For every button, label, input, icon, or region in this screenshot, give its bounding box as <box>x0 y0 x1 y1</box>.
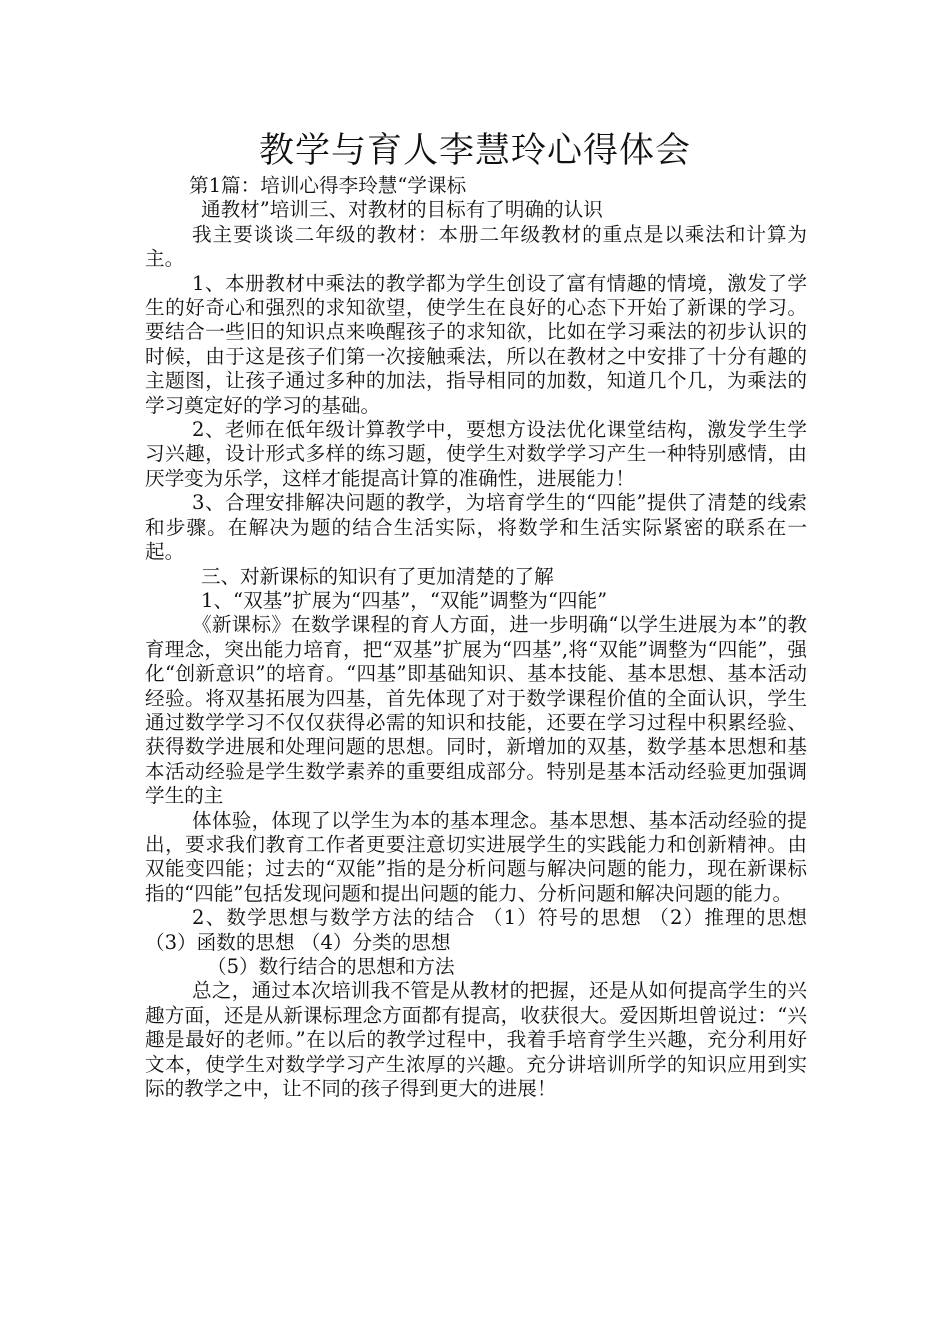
paragraph-thinking-method-5: （5）数行结合的思想和方法 <box>207 955 455 978</box>
subsection-heading-1: 1、“双基”扩展为“四基”，“双能”调整为“四能” <box>201 588 608 612</box>
paragraph-point-3: 3、合理安排解决问题的教学，为培育学生的“四能”提供了清楚的线索和步骤。在解决为题的结合生活实际，将数学和生活实际紧密的联系在一起。 <box>145 491 807 564</box>
paragraph-point-2: 2、老师在低年级计算教学中，要想方设法优化课堂结构，激发学生学习兴趣，设计形式多样的练习题，使学生对数学学习产生一种特别感情，由厌学变为乐学，这样才能提高计算的准确性，进展能力！ <box>145 418 807 490</box>
document-title: 教学与育人李慧玲心得体会 <box>258 131 691 171</box>
paragraph-new-standard: 《新课标》在数学课程的育人方面，进一步明确“以学生进展为本”的教育理念，突出能力培育，把“双基”扩展为“四基”,将“双能”调整为“四能”，强化“创新意识”的培育。“四基”即基础知识、基本技能、基本思想、基本活动经验。将双基拓展为四基，首先体现了对于数学课程价值的全面认识，学生通过数学学习不仅仅获得必需的知识和技能，还要在学习过程中积累经验、获得数学进展和处理问题的思想。同时，新增加的双基，数学基本思想和基本活动经验是学生数学素养的重要组成部分。特别是基本活动经验更加强调学生的主 <box>145 613 807 808</box>
paragraph-conclusion: 总之，通过本次培训我不管是从教材的把握，还是从如何提高学生的兴趣方面，还是从新课标理念方面都有提高，收获很大。爱因斯坦曾说过：“兴趣是最好的老师。”在以后的教学过程中，我着手培育学生兴趣，充分利用好文本，使学生对数学学习产生浓厚的兴趣。充分讲培训所学的知识应用到实际的教学之中，让不同的孩子得到更大的进展！ <box>145 979 807 1101</box>
paragraph-body-experience: 体体验，体现了以学生为本的基本理念。基本思想、基本活动经验的提出，要求我们教育工作者更要注意切实进展学生的实践能力和创新精神。由双能变四能；过去的“双能”指的是分析问题与解决问题的能力，现在新课标指的“四能”包括发现问题和提出问题的能力、分析问题和解决问题的能力。 <box>145 808 807 905</box>
document-body <box>145 174 807 1101</box>
section-heading-3: 三、对新课标的知识有了更加清楚的了解 <box>201 564 554 588</box>
article-heading-line-2: 通教材”培训三、对教材的目标有了明确的认识 <box>201 198 603 222</box>
article-heading-line-1: 第1篇：培训心得李玲慧“学课标 <box>189 174 467 197</box>
paragraph-intro: 我主要谈谈二年级的教材：本册二年级教材的重点是以乘法和计算为主。 <box>145 222 807 271</box>
paragraph-thinking-methods: 2、数学思想与数学方法的结合 （1）符号的思想 （2）推理的思想 （3）函数的思想 （4）分类的思想 <box>145 906 807 954</box>
paragraph-point-1: 1、本册教材中乘法的教学都为学生创设了富有情趣的情境，激发了学生的好奇心和强烈的求知欲望，使学生在良好的心态下开始了新课的学习。要结合一些旧的知识点来唤醒孩子的求知欲，比如在学习乘法的初步认识的时候，由于这是孩子们第一次接触乘法，所以在教材之中安排了十分有趣的主题图，让孩子通过多种的加法，指导相同的加数，知道几个几，为乘法的学习奠定好的学习的基础。 <box>145 271 807 417</box>
